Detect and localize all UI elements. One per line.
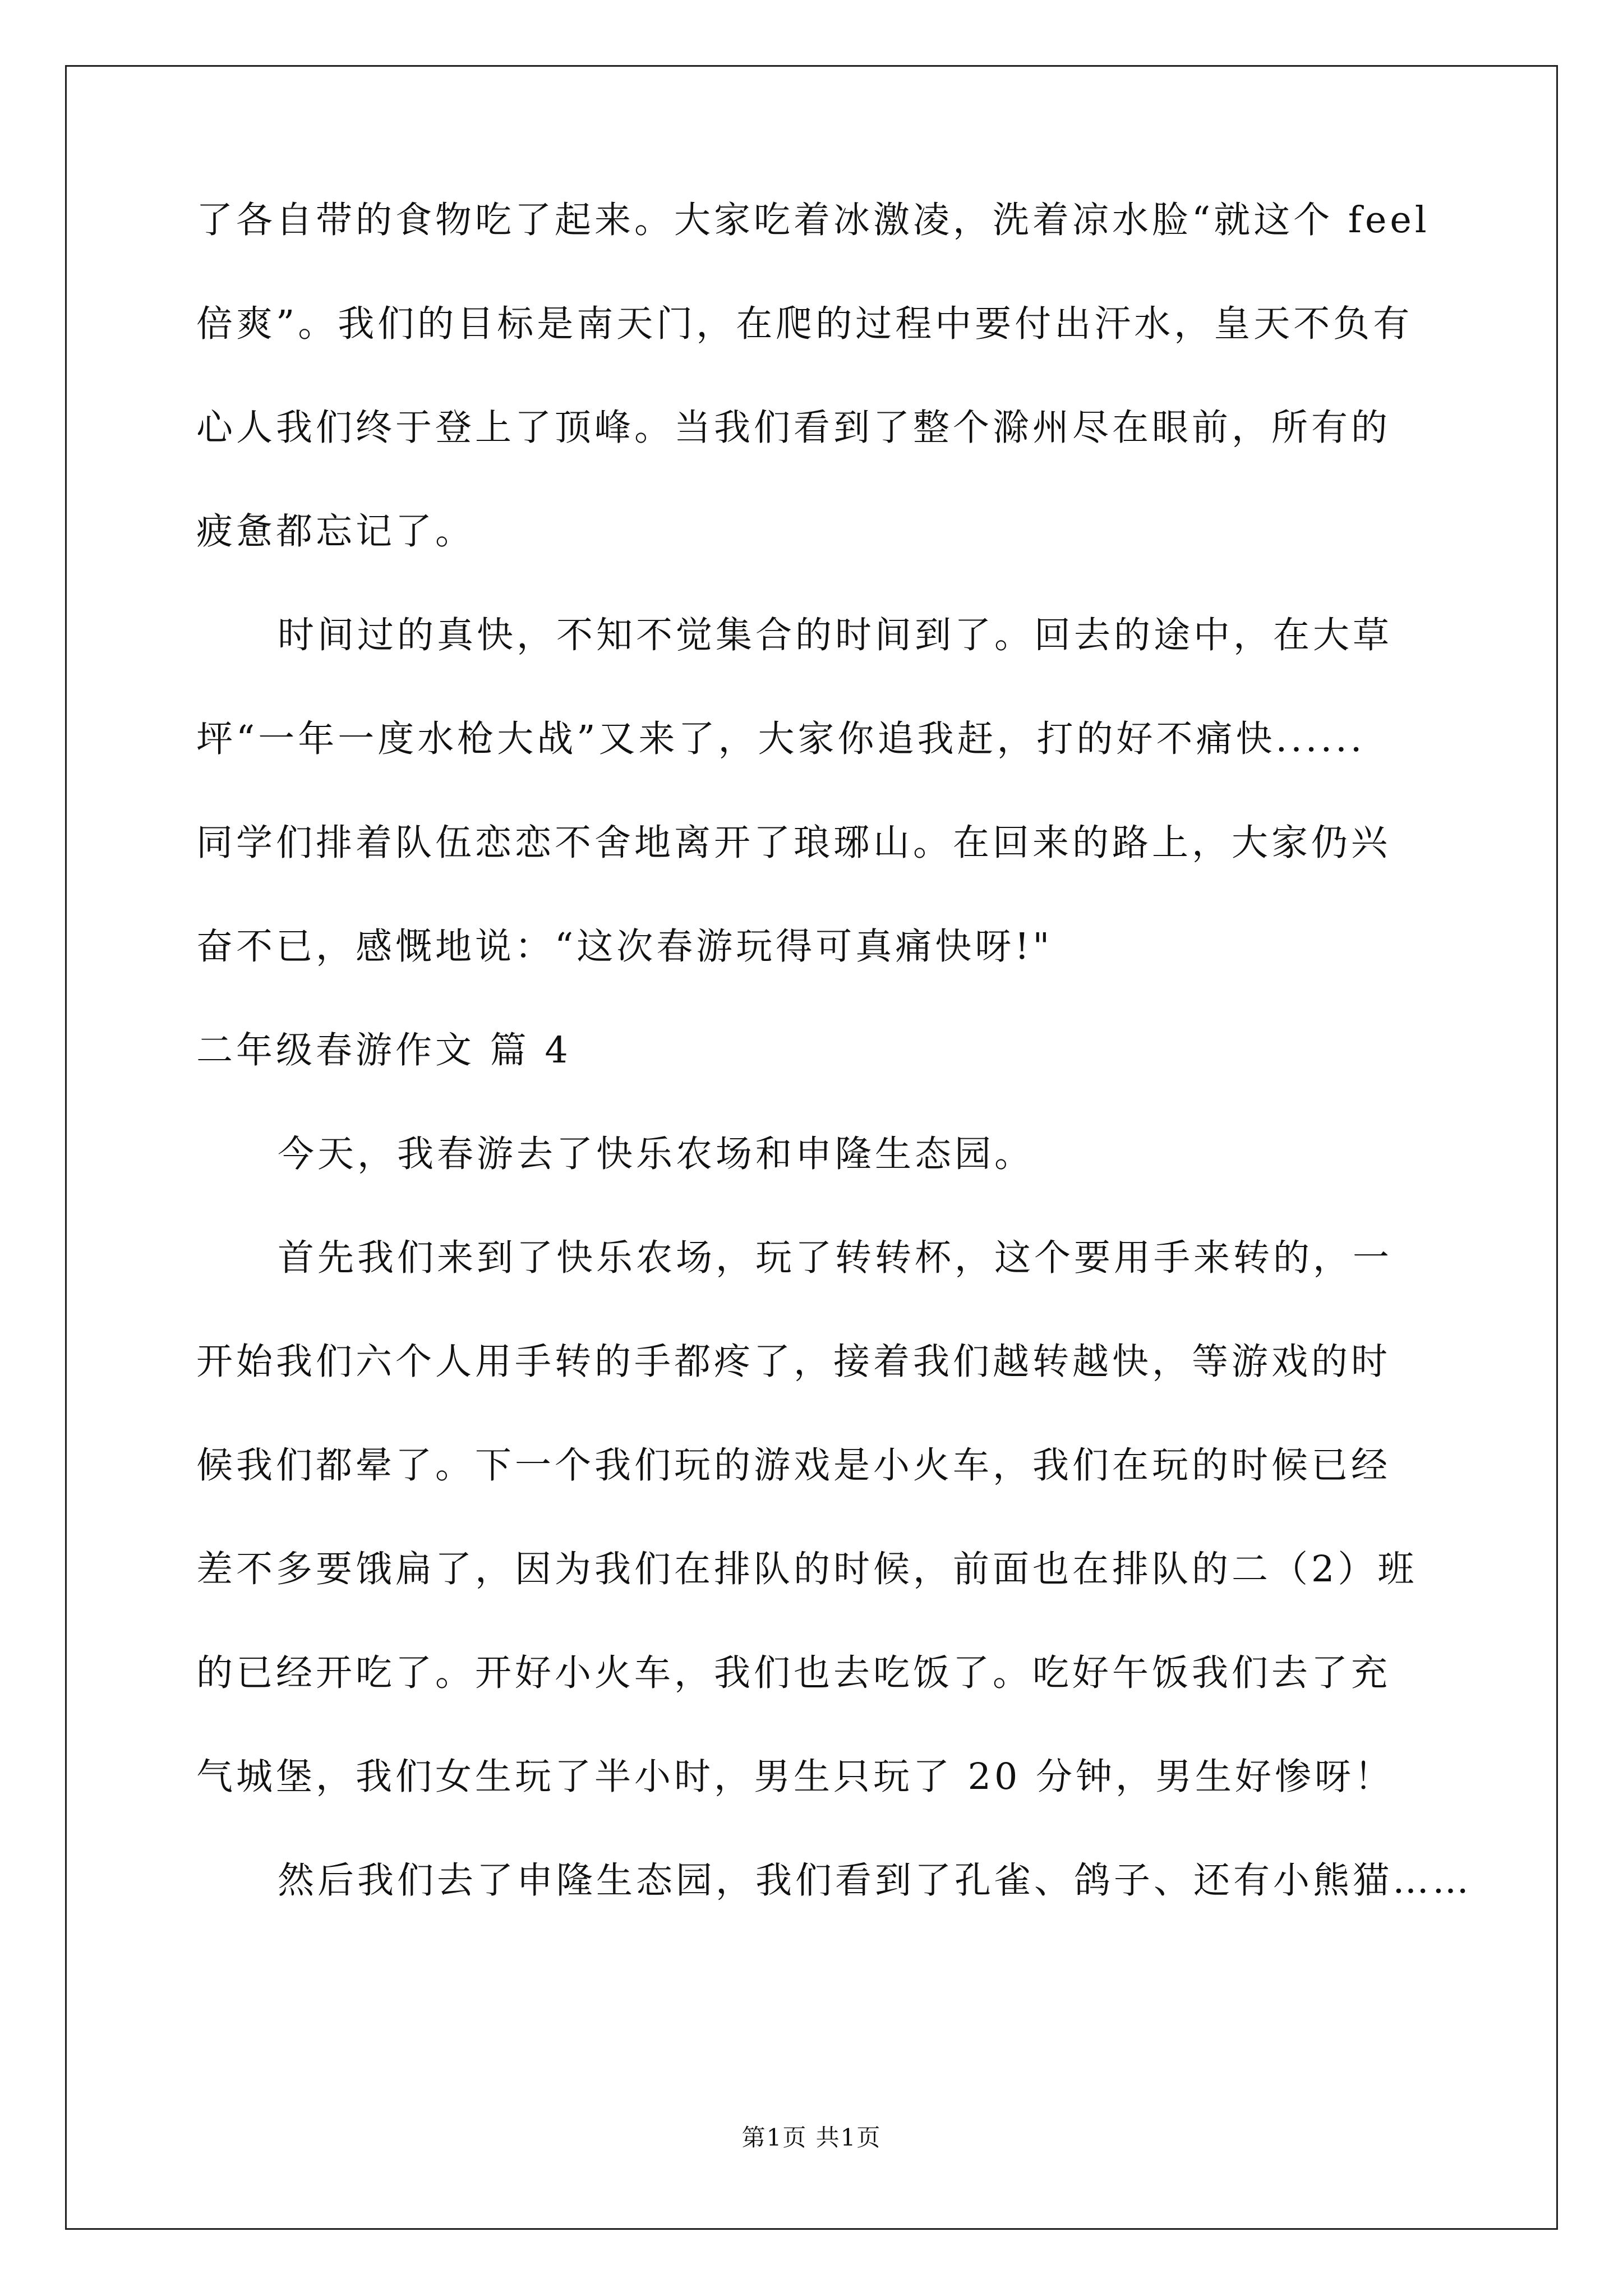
text-line: 候我们都晕了。下一个我们玩的游戏是小火车，我们在玩的时候已经	[196, 1444, 1391, 1487]
text-line: 了各自带的食物吃了起来。大家吃着冰激凌，洗着凉水脸“就这个 feel	[196, 199, 1430, 241]
text-line: 奋不已，感慨地说：“这次春游玩得可真痛快呀!"	[196, 926, 1053, 968]
text-line: 然后我们去了申隆生态园，我们看到了孔雀、鸽子、还有小熊猫……	[278, 1860, 1473, 1902]
text-line: 今天，我春游去了快乐农场和申隆生态园。	[278, 1133, 1035, 1175]
text-line: 疲惫都忘记了。	[196, 510, 476, 553]
text-line: 首先我们来到了快乐农场，玩了转转杯，这个要用手来转的，一	[278, 1237, 1393, 1279]
section-heading: 二年级春游作文 篇 4	[196, 1029, 571, 1071]
text-line: 心人我们终于登上了顶峰。当我们看到了整个滁州尽在眼前，所有的	[196, 407, 1391, 449]
text-line: 气城堡，我们女生玩了半小时，男生只玩了 20 分钟，男生好惨呀！	[196, 1756, 1395, 1798]
text-line: 坪“一年一度水枪大战”又来了，大家你追我赶，打的好不痛快......	[196, 718, 1366, 760]
text-line: 差不多要饿扁了，因为我们在排队的时候，前面也在排队的二（2）班	[196, 1548, 1418, 1590]
text-line: 的已经开吃了。开好小火车，我们也去吃饭了。吃好午饭我们去了充	[196, 1652, 1391, 1694]
text-line: 同学们排着队伍恋恋不舍地离开了琅琊山。在回来的路上，大家仍兴	[196, 822, 1391, 864]
document-body	[196, 199, 1473, 1966]
text-line: 开始我们六个人用手转的手都疼了，接着我们越转越快，等游戏的时	[196, 1341, 1391, 1383]
page-number-footer: 第1页 共1页	[741, 2124, 882, 2151]
text-line: 倍爽”。我们的目标是南天门，在爬的过程中要付出汗水，皇天不负有	[196, 303, 1413, 345]
text-line: 时间过的真快，不知不觉集合的时间到了。回去的途中，在大草	[278, 614, 1393, 656]
